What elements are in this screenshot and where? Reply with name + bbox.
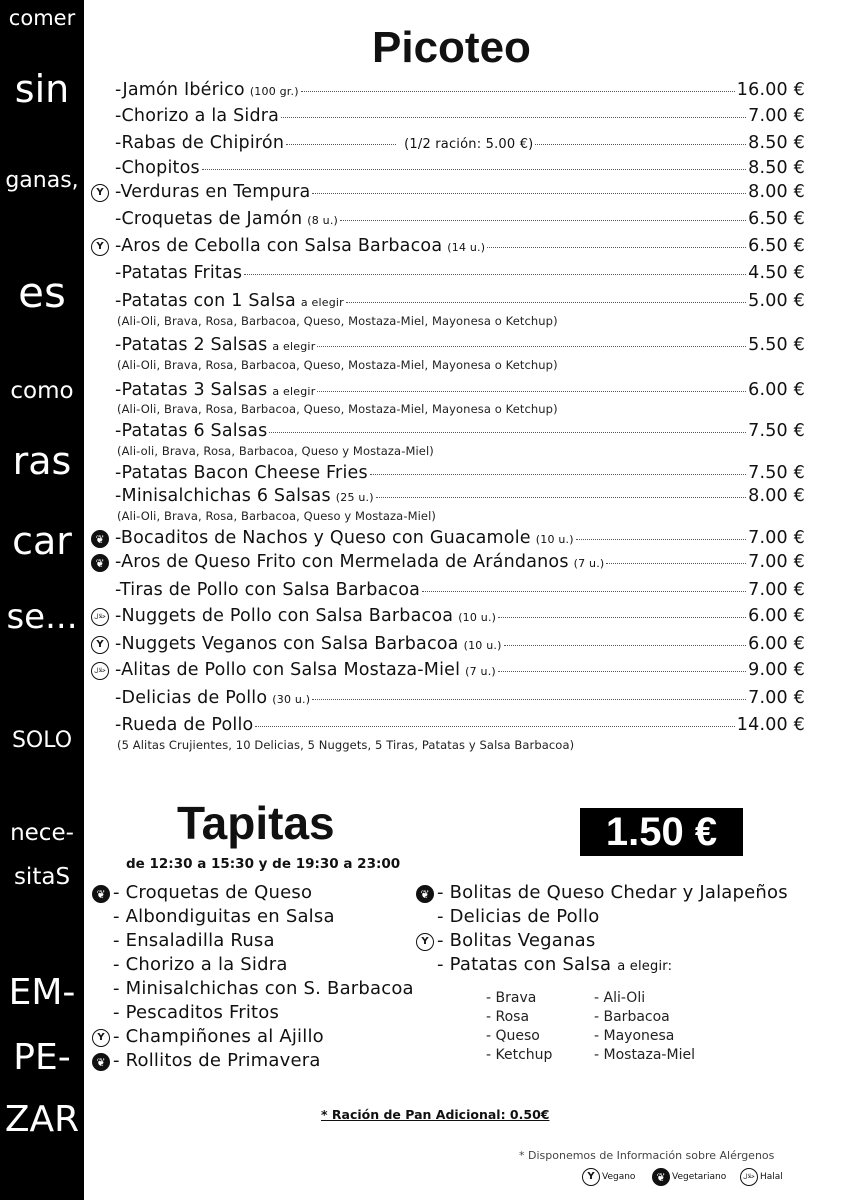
slogan-word: EM-: [8, 972, 76, 1013]
tapitas-price: 1.50 €: [580, 808, 743, 856]
picoteo-title: Picoteo: [372, 23, 531, 72]
menu-item: [115, 463, 805, 487]
leader-dots: [312, 193, 746, 194]
bread-note: * Ración de Pan Adicional: 0.50€: [321, 1107, 550, 1122]
vegan-icon: Y: [91, 184, 109, 202]
menu-item-note: (14 u.): [447, 241, 486, 254]
menu-item-note: (1/2 ración: 5.00 €): [404, 137, 534, 152]
menu-item-price: 8.50 €: [748, 133, 805, 153]
menu-item: [115, 421, 805, 445]
menu-item-detail: (Ali-oli, Brava, Rosa, Barbacoa, Queso y Mostaza-Miel): [117, 444, 434, 458]
menu-item-price: 4.50 €: [748, 263, 805, 283]
menu-item-price: 8.50 €: [748, 158, 805, 178]
menu-item: [115, 133, 805, 157]
menu-item-name: -Bocaditos de Nachos y Queso con Guacamole: [115, 528, 531, 548]
menu-item: [115, 552, 805, 576]
leader-dots: [301, 91, 735, 92]
menu-item-name: -Patatas con 1 Salsa: [115, 291, 296, 311]
allergens-note: * Disponemos de Información sobre Alérgenos: [519, 1149, 775, 1162]
menu-item-price: 7.00 €: [748, 580, 805, 600]
menu-item-price: 7.00 €: [748, 552, 805, 572]
menu-item: [115, 263, 805, 287]
salsa-option: - Ali-Oli: [594, 990, 646, 1006]
menu-item-price: 6.00 €: [748, 606, 805, 626]
menu-item-detail: (Ali-Oli, Brava, Rosa, Barbacoa, Queso, Mostaza-Miel, Mayonesa o Ketchup): [117, 358, 558, 372]
menu-item: [115, 80, 805, 104]
menu-item-name: -Nuggets de Pollo con Salsa Barbacoa: [115, 606, 454, 626]
leader-dots: [498, 617, 746, 618]
menu-item-price: 6.50 €: [748, 209, 805, 229]
slogan-word: nece-: [10, 820, 74, 846]
menu-item: [115, 335, 805, 359]
menu-item-note: (10 u.): [535, 533, 574, 546]
menu-item: [115, 580, 805, 604]
menu-item: [115, 236, 805, 260]
slogan-word: ganas,: [5, 168, 79, 193]
leader-dots: [202, 169, 746, 170]
menu-item-note: a elegir: [272, 385, 316, 398]
leader-dots: [376, 497, 746, 498]
menu-item: [115, 688, 805, 712]
vegan-icon: Y: [92, 1029, 110, 1047]
leader-dots: [244, 274, 746, 275]
tapitas-schedule: de 12:30 a 15:30 y de 19:30 a 23:00: [126, 856, 401, 872]
leader-dots: [422, 591, 746, 592]
leader-dots: [346, 302, 746, 303]
leader-dots: [340, 220, 746, 221]
menu-item-price: 7.50 €: [748, 421, 805, 441]
slogan-word: car: [12, 519, 72, 563]
menu-item: [115, 380, 805, 404]
salsa-option: - Rosa: [486, 1009, 530, 1025]
tapita-item: - Chorizo a la Sidra: [113, 954, 288, 975]
menu-item-name: -Croquetas de Jamón: [115, 209, 303, 229]
menu-item-note: a elegir: [272, 340, 316, 353]
leader-dots: [535, 144, 746, 145]
vegan-icon: Y: [416, 933, 434, 951]
menu-item-detail: (Ali-Oli, Brava, Rosa, Barbacoa, Queso, Mostaza-Miel, Mayonesa o Ketchup): [117, 314, 558, 328]
vegan-icon: Y: [582, 1168, 600, 1186]
menu-item-price: 6.00 €: [748, 634, 805, 654]
slogan-word: sin: [14, 67, 70, 111]
vegan-icon: Y: [91, 636, 109, 654]
slogan-word: se...: [6, 597, 78, 637]
tapita-item: [437, 906, 599, 927]
tapita-item: - Minisalchichas con S. Barbacoa: [113, 978, 414, 999]
menu-item-name: -Patatas 2 Salsas: [115, 335, 268, 355]
tapita-item-name: - Bolitas Veganas: [437, 930, 596, 951]
menu-item-name: -Tiras de Pollo con Salsa Barbacoa: [115, 580, 421, 600]
menu-item-name: -Verduras en Tempura: [115, 182, 311, 202]
menu-item-price: 6.50 €: [748, 236, 805, 256]
tapita-item: [437, 882, 788, 903]
leader-dots: [269, 432, 746, 433]
salsa-option: - Brava: [486, 990, 537, 1006]
menu-item-name: -Patatas 3 Salsas: [115, 380, 268, 400]
menu-item-detail: (Ali-Oli, Brava, Rosa, Barbacoa, Queso, Mostaza-Miel, Mayonesa o Ketchup): [117, 402, 558, 416]
menu-item-note: a elegir: [300, 296, 344, 309]
menu-item-name: -Nuggets Veganos con Salsa Barbacoa: [115, 634, 459, 654]
menu-item-price: 5.50 €: [748, 335, 805, 355]
vegetarian-icon: ❦: [92, 1053, 110, 1071]
menu-item-name: -Jamón Ibérico: [115, 80, 245, 100]
vegetarian-icon: ❦: [92, 885, 110, 903]
menu-item-price: 8.00 €: [748, 182, 805, 202]
tapita-item: [437, 930, 595, 951]
menu-item-name: -Patatas Bacon Cheese Fries: [115, 463, 368, 483]
sidebar-slogan: [0, 0, 84, 1200]
menu-item: [115, 715, 805, 739]
menu-item-detail: (Ali-Oli, Brava, Rosa, Barbacoa, Queso y Mostaza-Miel): [117, 509, 436, 523]
menu-item-name: -Patatas 6 Salsas: [115, 421, 268, 441]
slogan-word: SOLO: [11, 728, 73, 753]
salsa-option: - Barbacoa: [594, 1009, 670, 1025]
tapita-item: [437, 954, 672, 975]
halal-icon: حلال: [91, 662, 109, 680]
menu-item-price: 7.00 €: [748, 688, 805, 708]
tapita-item-name: - Bolitas de Queso Chedar y Jalapeños: [437, 882, 788, 903]
menu-item: [115, 209, 805, 233]
tapita-item: - Albondiguitas en Salsa: [113, 906, 335, 927]
menu-item-name: -Patatas Fritas: [115, 263, 243, 283]
leader-dots: [498, 671, 746, 672]
leader-dots: [606, 563, 746, 564]
legend-vegan-label: Vegano: [602, 1172, 636, 1182]
menu-item-detail: (5 Alitas Crujientes, 10 Delicias, 5 Nuggets, 5 Tiras, Patatas y Salsa Barbacoa): [117, 738, 575, 752]
menu-item-name: -Aros de Cebolla con Salsa Barbacoa: [115, 236, 443, 256]
menu-item: [115, 158, 805, 182]
slogan-word: ZAR: [4, 1099, 80, 1140]
menu-item-price: 9.00 €: [748, 660, 805, 680]
leader-dots: [487, 247, 746, 248]
halal-icon: حلال: [91, 608, 109, 626]
slogan-word: sitaS: [13, 864, 71, 890]
menu-item-note: (8 u.): [307, 214, 339, 227]
leader-dots: [312, 699, 746, 700]
menu-item: [115, 182, 805, 206]
leader-dots: [576, 539, 746, 540]
salsa-option: - Queso: [486, 1028, 540, 1044]
salsa-option: - Mostaza-Miel: [594, 1047, 695, 1063]
menu-item-note: (7 u.): [573, 557, 605, 570]
menu-item-name: -Chopitos: [115, 158, 200, 178]
menu-item: [115, 634, 805, 658]
tapita-item: - Croquetas de Queso: [113, 882, 313, 903]
salsa-option: - Mayonesa: [594, 1028, 675, 1044]
tapita-item-name: - Delicias de Pollo: [437, 906, 600, 927]
menu-item-price: 7.50 €: [748, 463, 805, 483]
menu-item: [115, 486, 805, 510]
menu-item-note: (25 u.): [335, 491, 374, 504]
slogan-word: como: [10, 378, 74, 404]
slogan-word: PE-: [13, 1037, 71, 1078]
menu-item-price: 5.00 €: [748, 291, 805, 311]
menu-item-note: (100 gr.): [249, 85, 299, 98]
menu-item-note: (30 u.): [272, 693, 311, 706]
tapitas-title: Tapitas: [177, 797, 335, 849]
leader-dots: [317, 346, 746, 347]
menu-item-name: -Rabas de Chipirón: [115, 133, 285, 153]
leader-dots: [504, 645, 747, 646]
menu-item: [115, 528, 805, 552]
leader-dots: [286, 144, 396, 145]
menu-item-note: (10 u.): [463, 639, 502, 652]
legend-vegetarian-label: Vegetariano: [672, 1172, 727, 1182]
leader-dots: [317, 391, 746, 392]
menu-item: [115, 106, 805, 130]
menu-item-name: -Aros de Queso Frito con Mermelada de Arándanos: [115, 552, 569, 572]
tapita-item: - Ensaladilla Rusa: [113, 930, 275, 951]
vegan-icon: Y: [91, 238, 109, 256]
menu-item-name: -Rueda de Pollo: [115, 715, 254, 735]
menu-item: [115, 660, 805, 684]
leader-dots: [281, 117, 746, 118]
vegetarian-icon: ❦: [652, 1168, 670, 1186]
leader-dots: [370, 474, 746, 475]
menu-item-price: 14.00 €: [736, 715, 805, 735]
salsa-option: - Ketchup: [486, 1047, 553, 1063]
menu-item-name: -Chorizo a la Sidra: [115, 106, 280, 126]
tapita-item: - Rollitos de Primavera: [113, 1050, 321, 1071]
leader-dots: [255, 726, 734, 727]
menu-item-price: 6.00 €: [748, 380, 805, 400]
menu-item-price: 16.00 €: [736, 80, 805, 100]
menu-item-name: -Minisalchichas 6 Salsas: [115, 486, 331, 506]
halal-icon: حلال: [740, 1168, 758, 1186]
menu-item-price: 8.00 €: [748, 486, 805, 506]
menu-item-name: -Alitas de Pollo con Salsa Mostaza-Miel: [115, 660, 461, 680]
tapita-item-name: - Patatas con Salsa: [437, 954, 612, 975]
tapita-item-note: a elegir:: [617, 959, 673, 974]
tapita-item: - Pescaditos Fritos: [113, 1002, 280, 1023]
slogan-word: ras: [12, 439, 72, 483]
vegetarian-icon: ❦: [91, 530, 109, 548]
menu-item-note: (10 u.): [458, 611, 497, 624]
vegetarian-icon: ❦: [416, 885, 434, 903]
menu-item: [115, 291, 805, 315]
slogan-word: es: [18, 268, 66, 317]
menu-item-name: -Delicias de Pollo: [115, 688, 268, 708]
menu-item: [115, 606, 805, 630]
legend-halal-label: Halal: [760, 1172, 783, 1182]
menu-item-price: 7.00 €: [748, 106, 805, 126]
slogan-word: comer: [8, 6, 76, 30]
menu-item-price: 7.00 €: [748, 528, 805, 548]
tapita-item: - Champiñones al Ajillo: [113, 1026, 324, 1047]
menu-item-note: (7 u.): [465, 665, 496, 678]
vegetarian-icon: ❦: [91, 554, 109, 572]
